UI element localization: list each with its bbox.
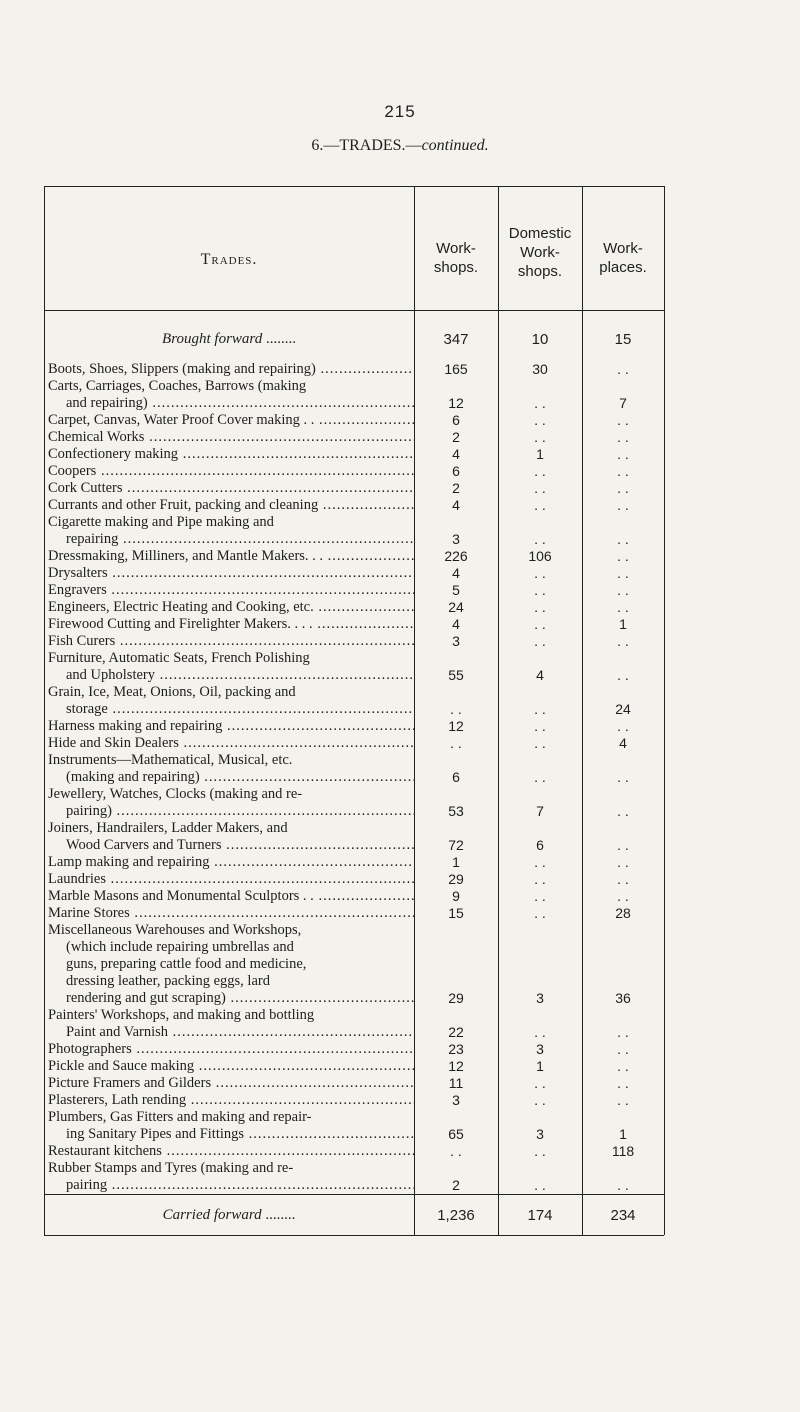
trade-label-line: Rubber Stamps and Tyres (making and re- [48,1160,294,1176]
cell-domestic-workshops: . . [534,565,546,581]
cell-workplaces: . . [617,1092,629,1108]
trade-label-line: and Upholstery ..... [48,667,414,684]
cell-domestic-workshops: . . [534,1143,546,1159]
trade-label [44,684,414,718]
title-continued: continued. [421,137,489,154]
cell-workplaces: . . [617,803,629,819]
cell-workplaces: . . [617,854,629,870]
trade-label [44,1109,414,1143]
cell-domestic-workshops: 1 [536,1058,544,1074]
trade-label-line: Engravers ..... [48,582,414,599]
trade-label-line: pairing ..... [48,1177,414,1194]
cell-domestic-workshops: 3 [536,990,544,1006]
cell-domestic-workshops: . . [534,1177,546,1193]
trade-label-line: Grain, Ice, Meat, Onions, Oil, packing and [48,684,296,700]
trade-label-line: Instruments—Mathematical, Musical, etc. [48,752,293,768]
table-row [44,463,664,480]
cell-workplaces: . . [617,871,629,887]
cell-workshops: 4 [452,446,460,462]
trade-label-line: Currants and other Fruit, packing and cleaning ..... [48,497,414,514]
cell-workshops: 72 [448,837,464,853]
cell-workshops: 2 [452,480,460,496]
cell-workshops: 53 [448,803,464,819]
cell-workshops: 11 [448,1075,464,1091]
trades-rows [44,361,664,1194]
cell-workshops: 226 [444,548,468,564]
trade-label-line: Jewellery, Watches, Clocks (making and re- [48,786,303,802]
trade-label-line: Boots, Shoes, Slippers (making and repairing) ..... [48,361,414,378]
trade-label [44,1092,414,1109]
cell-workplaces: . . [617,769,629,785]
trade-label [44,463,414,480]
trade-label [44,616,414,633]
trade-label-line: guns, preparing cattle food and medicine, [66,956,307,972]
table-row [44,378,664,412]
trade-label-line: Firewood Cutting and Firelighter Makers. . . . ..... [48,616,414,633]
table-title: 6.—TRADES.— [311,137,422,154]
table-row [44,480,664,497]
trade-label [44,429,414,446]
cell-domestic-workshops: 7 [536,803,544,819]
carried-forward-workplaces: 234 [610,1206,636,1224]
table-bottom-rule [44,1235,664,1236]
trade-label-line: repairing ..... [48,531,414,548]
table-row [44,922,664,1007]
trade-label-line: Pickle and Sauce making ..... [48,1058,414,1075]
cell-workshops: 9 [452,888,460,904]
table-row [44,1041,664,1058]
brought-forward-domestic: 10 [531,330,549,348]
cell-workshops: 22 [448,1024,464,1040]
cell-workshops: 29 [448,990,464,1006]
carried-forward-workshops: 1,236 [437,1206,475,1224]
cell-workshops: 3 [452,531,460,547]
trade-label-line: Lamp making and repairing ..... [48,854,414,871]
table-row [44,446,664,463]
trade-label [44,1041,414,1058]
trade-label-line: Chemical Works ..... [48,429,414,446]
cell-domestic-workshops: . . [534,395,546,411]
cell-domestic-workshops: 30 [532,361,548,377]
cell-workplaces: . . [617,463,629,479]
trade-label [44,650,414,684]
cell-workshops: 5 [452,582,460,598]
trade-label [44,854,414,871]
trade-label-line: rendering and gut scraping) ..... [48,990,414,1007]
trade-label-line: Carpet, Canvas, Water Proof Cover making . . ..... [48,412,414,429]
table-row [44,633,664,650]
trade-label-line: Restaurant kitchens ..... [48,1143,414,1160]
cell-domestic-workshops: . . [534,480,546,496]
trade-label [44,497,414,514]
table-row [44,599,664,616]
cell-workshops: . . [450,1143,462,1159]
cell-domestic-workshops: . . [534,429,546,445]
cell-workshops: 12 [448,718,464,734]
table-row [44,718,664,735]
cell-domestic-workshops: 1 [536,446,544,462]
cell-domestic-workshops: . . [534,633,546,649]
trade-label-line: and repairing) ..... [48,395,414,412]
cell-domestic-workshops: 6 [536,837,544,853]
cell-domestic-workshops: 3 [536,1041,544,1057]
table-row [44,1058,664,1075]
cell-workshops: 6 [452,463,460,479]
cell-workplaces: 7 [619,395,627,411]
cell-domestic-workshops: . . [534,1024,546,1040]
cell-workplaces: 28 [615,905,631,921]
table-row [44,582,664,599]
carried-forward-domestic: 174 [527,1206,553,1224]
cell-workplaces: . . [617,412,629,428]
trade-label-line: Coopers ..... [48,463,414,480]
cell-domestic-workshops: . . [534,616,546,632]
cell-workshops: . . [450,701,462,717]
trade-label [44,412,414,429]
table-row [44,684,664,718]
trade-label-line: Drysalters ..... [48,565,414,582]
cell-workshops: 1 [452,854,460,870]
cell-domestic-workshops: 3 [536,1126,544,1142]
cell-domestic-workshops: . . [534,854,546,870]
trade-label-line: Harness making and repairing ..... [48,718,414,735]
trade-label-line: Plumbers, Gas Fitters and making and repair- [48,1109,312,1125]
header-workshops: Work- shops. [433,240,479,276]
cell-workplaces: . . [617,1058,629,1074]
header-trades: Trades. [200,251,258,268]
trade-label-line: Confectionery making ..... [48,446,414,463]
cell-workplaces: . . [617,565,629,581]
cell-workplaces: . . [617,582,629,598]
trades-table [44,186,664,1235]
cell-workshops: 15 [448,905,464,921]
brought-forward-workshops: 347 [443,330,469,348]
table-row [44,752,664,786]
cell-domestic-workshops: . . [534,871,546,887]
table-row [44,871,664,888]
trade-label [44,361,414,378]
cell-domestic-workshops: . . [534,531,546,547]
cell-domestic-workshops: . . [534,1092,546,1108]
cell-workplaces: . . [617,1075,629,1091]
cell-domestic-workshops: . . [534,599,546,615]
trade-label [44,752,414,786]
cell-workplaces: 118 [611,1143,635,1159]
trade-label [44,905,414,922]
cell-workshops: 29 [448,871,464,887]
cell-workplaces: . . [617,1177,629,1193]
cell-domestic-workshops: . . [534,701,546,717]
cell-domestic-workshops: . . [534,769,546,785]
trade-label [44,888,414,905]
col-rule-right [664,186,665,1235]
trade-label [44,378,414,412]
trade-label [44,548,414,565]
trade-label [44,735,414,752]
trade-label [44,1160,414,1194]
cell-workplaces: . . [617,1024,629,1040]
cell-workshops: 3 [452,633,460,649]
trade-label-line: Marine Stores ..... [48,905,414,922]
trade-label-line: Engineers, Electric Heating and Cooking, etc. ..... [48,599,414,616]
table-row [44,1109,664,1143]
cell-domestic-workshops: . . [534,497,546,513]
cell-domestic-workshops: . . [534,1075,546,1091]
cell-workplaces: 1 [619,616,627,632]
trade-label [44,871,414,888]
cell-domestic-workshops: . . [534,735,546,751]
cell-workplaces: . . [617,480,629,496]
cell-workshops: 24 [448,599,464,615]
cell-workplaces: . . [617,837,629,853]
trade-label-line: Furniture, Automatic Seats, French Polishing [48,650,310,666]
cell-workplaces: 24 [615,701,631,717]
cell-workplaces: 1 [619,1126,627,1142]
cell-workshops: . . [450,735,462,751]
cell-workshops: 6 [452,412,460,428]
cell-domestic-workshops: . . [534,888,546,904]
table-row [44,888,664,905]
trade-label [44,922,414,1007]
cell-workshops: 4 [452,497,460,513]
cell-workshops: 12 [448,1058,464,1074]
trade-label [44,565,414,582]
cell-workshops: 165 [444,361,468,377]
trade-label [44,446,414,463]
cell-workplaces: . . [617,531,629,547]
trade-label [44,718,414,735]
table-row [44,565,664,582]
cell-workshops: 23 [448,1041,464,1057]
table-row [44,412,664,429]
cell-domestic-workshops: . . [534,582,546,598]
cell-domestic-workshops: . . [534,905,546,921]
cell-workplaces: . . [617,548,629,564]
trade-label [44,786,414,820]
cell-domestic-workshops: . . [534,718,546,734]
table-row [44,820,664,854]
trade-label-line: Paint and Varnish ..... [48,1024,414,1041]
table-row [44,361,664,378]
cell-workshops: 12 [448,395,464,411]
trade-label-line: Carts, Carriages, Coaches, Barrows (making [48,378,307,394]
trade-label-line: dressing leather, packing eggs, lard [66,973,270,989]
brought-forward-workplaces: 15 [614,330,632,348]
cell-workplaces: . . [617,1041,629,1057]
trade-label [44,1143,414,1160]
trade-label-line: (which include repairing umbrellas and [66,939,294,955]
trade-label [44,1075,414,1092]
table-row [44,429,664,446]
cell-workplaces: . . [617,633,629,649]
trade-label-line: ing Sanitary Pipes and Fittings ..... [48,1126,414,1143]
trade-label-line: Painters' Workshops, and making and bottling [48,1007,315,1023]
cell-workshops: 2 [452,1177,460,1193]
page-number: 215 [384,102,416,121]
trade-label-line: Dressmaking, Milliners, and Mantle Makers. . . ..... [48,548,414,565]
table-row [44,1143,664,1160]
cell-workplaces: . . [617,888,629,904]
carried-forward-label: Carried forward ..... [44,1207,414,1224]
trade-label-line: storage ..... [48,701,414,718]
cell-workshops: 55 [448,667,464,683]
trade-label-line: Hide and Skin Dealers ..... [48,735,414,752]
table-row [44,905,664,922]
cell-domestic-workshops: . . [534,412,546,428]
cell-workplaces: . . [617,361,629,377]
trade-label-line: Miscellaneous Warehouses and Workshops, [48,922,302,938]
trade-label-line: pairing) ..... [48,803,414,820]
trade-label [44,820,414,854]
cell-workplaces: . . [617,667,629,683]
page-title [0,137,800,155]
trade-label-line: Cigarette making and Pipe making and [48,514,274,530]
carried-forward-row [44,1200,664,1230]
cell-workplaces: . . [617,446,629,462]
cell-workshops: 2 [452,429,460,445]
cell-domestic-workshops: 4 [536,667,544,683]
cell-workplaces: . . [617,718,629,734]
table-row [44,854,664,871]
table-row [44,735,664,752]
cell-workshops: 4 [452,616,460,632]
cell-workplaces: 36 [615,990,631,1006]
table-row [44,1007,664,1041]
trade-label [44,599,414,616]
cell-workplaces: . . [617,429,629,445]
trade-label-line: Cork Cutters ..... [48,480,414,497]
trade-label [44,1058,414,1075]
header-domestic-workshops: Domestic Work- shops. [508,224,572,280]
cell-workshops: 4 [452,565,460,581]
cell-workplaces: . . [617,599,629,615]
trade-label [44,1007,414,1041]
cell-domestic-workshops: . . [534,463,546,479]
brought-forward-label: Brought forward ..... [44,331,414,348]
trade-label-line: Marble Masons and Monumental Sculptors . . ..... [48,888,414,905]
total-rule [44,1194,664,1195]
trade-label-line: Picture Framers and Gilders ..... [48,1075,414,1092]
trade-label-line: (making and repairing) ..... [48,769,414,786]
table-row [44,1075,664,1092]
table-row [44,1092,664,1109]
table-row [44,616,664,633]
table-row [44,786,664,820]
cell-workshops: 3 [452,1092,460,1108]
brought-forward-row [44,324,664,354]
trade-label-line: Photographers ..... [48,1041,414,1058]
table-row [44,514,664,548]
cell-workshops: 6 [452,769,460,785]
table-row [44,650,664,684]
table-row [44,497,664,514]
cell-workshops: 65 [448,1126,464,1142]
header-rule [44,310,664,311]
trade-label [44,582,414,599]
trade-label-line: Fish Curers ..... [48,633,414,650]
trade-label [44,633,414,650]
table-row [44,548,664,565]
trade-label-line: Plasterers, Lath rending ..... [48,1092,414,1109]
trade-label-line: Wood Carvers and Turners ..... [48,837,414,854]
cell-domestic-workshops: 106 [528,548,552,564]
trade-label-line: Laundries ..... [48,871,414,888]
trade-label [44,514,414,548]
table-row [44,1160,664,1194]
header-workplaces: Work- places. [599,240,647,276]
trade-label-line: Joiners, Handrailers, Ladder Makers, and [48,820,288,836]
cell-workplaces: 4 [619,735,627,751]
trade-label [44,480,414,497]
cell-workplaces: . . [617,497,629,513]
